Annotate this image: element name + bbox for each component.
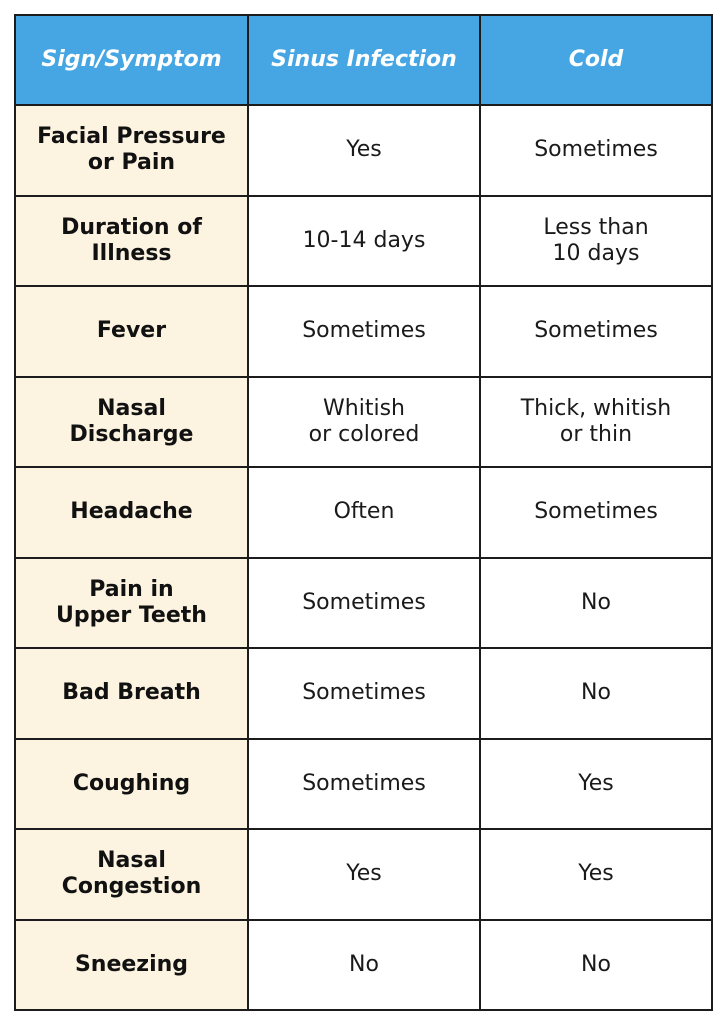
sinus-value-cell: Yes <box>248 829 480 920</box>
table-row <box>15 739 712 830</box>
header-cold: Cold <box>480 15 712 105</box>
sinus-value-cell: Sometimes <box>248 648 480 739</box>
table-row <box>15 467 712 558</box>
cold-value-cell: Sometimes <box>480 286 712 377</box>
table-row <box>15 286 712 377</box>
symptom-cell: Facial Pressure or Pain <box>15 105 248 196</box>
symptom-cell: Nasal Congestion <box>15 829 248 920</box>
symptom-cell: Bad Breath <box>15 648 248 739</box>
sinus-value-cell: Whitish or colored <box>248 377 480 468</box>
table-row <box>15 196 712 287</box>
header-sign-symptom: Sign/Symptom <box>15 15 248 105</box>
cold-value-cell: No <box>480 920 712 1011</box>
cold-value-cell: Sometimes <box>480 105 712 196</box>
symptom-cell: Sneezing <box>15 920 248 1011</box>
cold-value-cell: No <box>480 648 712 739</box>
sinus-value-cell: Sometimes <box>248 558 480 649</box>
header-sinus-infection: Sinus Infection <box>248 15 480 105</box>
sinus-value-cell: Sometimes <box>248 739 480 830</box>
table-row <box>15 648 712 739</box>
cold-value-cell: No <box>480 558 712 649</box>
table-row <box>15 829 712 920</box>
sinus-value-cell: Sometimes <box>248 286 480 377</box>
cold-value-cell: Thick, whitish or thin <box>480 377 712 468</box>
symptom-cell: Nasal Discharge <box>15 377 248 468</box>
cold-value-cell: Yes <box>480 739 712 830</box>
symptom-cell: Pain in Upper Teeth <box>15 558 248 649</box>
cold-value-cell: Sometimes <box>480 467 712 558</box>
symptom-cell: Duration of Illness <box>15 196 248 287</box>
table-row <box>15 558 712 649</box>
sinus-value-cell: 10-14 days <box>248 196 480 287</box>
sinus-value-cell: Often <box>248 467 480 558</box>
symptom-cell: Coughing <box>15 739 248 830</box>
sinus-value-cell: Yes <box>248 105 480 196</box>
sinus-value-cell: No <box>248 920 480 1011</box>
table-row <box>15 105 712 196</box>
table-row <box>15 377 712 468</box>
symptom-cell: Fever <box>15 286 248 377</box>
symptom-comparison-table <box>14 14 713 1011</box>
table-header-row <box>15 15 712 105</box>
cold-value-cell: Less than 10 days <box>480 196 712 287</box>
table-row <box>15 920 712 1011</box>
cold-value-cell: Yes <box>480 829 712 920</box>
comparison-table-container <box>14 14 711 1009</box>
symptom-cell: Headache <box>15 467 248 558</box>
